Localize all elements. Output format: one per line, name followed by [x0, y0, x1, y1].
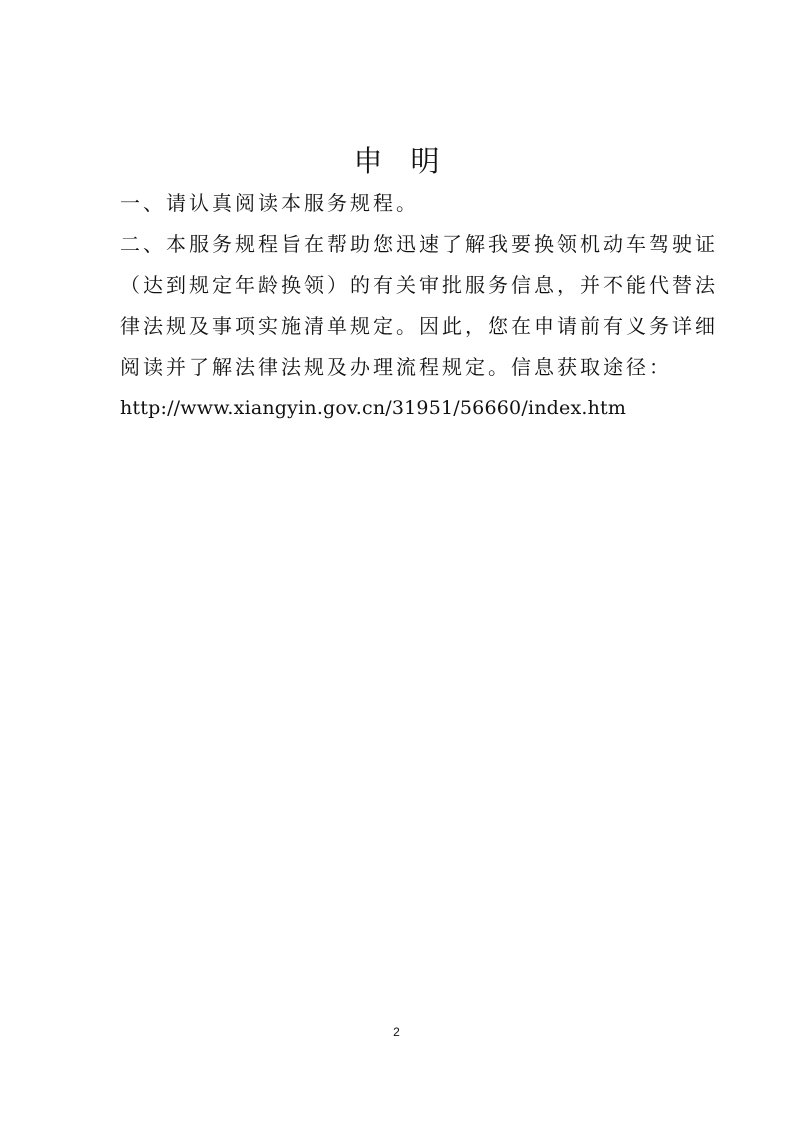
- declaration-line-4: 律法规及事项实施清单规定。因此，您在申请前有义务详细: [120, 314, 718, 338]
- declaration-line-2: 二、本服务规程旨在帮助您迅速了解我要换领机动车驾驶证: [120, 232, 718, 256]
- declaration-line-5: 阅读并了解法律法规及办理流程规定。信息获取途径：: [120, 355, 672, 379]
- info-url: http://www.xiangyin.gov.cn/31951/56660/index.htm: [120, 397, 627, 419]
- declaration-line-3: （达到规定年龄换领）的有关审批服务信息，并不能代替法: [120, 273, 718, 297]
- page-number: 2: [393, 1025, 400, 1039]
- page-title: 申明: [353, 144, 468, 178]
- declaration-line-1: 一、请认真阅读本服务规程。: [120, 191, 419, 215]
- declaration-body: [120, 183, 718, 429]
